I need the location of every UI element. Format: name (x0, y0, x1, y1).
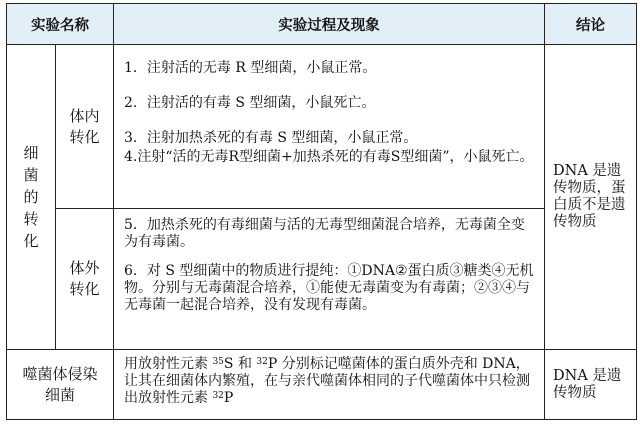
experiment-table (6, 3, 637, 420)
transformation-label-cell (7, 45, 56, 350)
in-vivo-step-3: 3．注射加热杀死的有毒 S 型细菌，小鼠正常。 (124, 130, 418, 146)
in-vivo-row (7, 45, 637, 209)
in-vitro-label: 体外转化 (69, 259, 100, 298)
phage-label: 噬菌体侵染细菌 (22, 364, 98, 404)
transformation-conclusion-cell (545, 45, 637, 350)
phage-conclusion-cell (545, 350, 637, 420)
header-experiment-name: 实验名称 (7, 4, 114, 45)
header-conclusion: 结论 (545, 4, 637, 45)
in-vivo-step-2: 2．注射活的有毒 S 型细菌，小鼠死亡。 (124, 95, 376, 111)
phage-label-cell (7, 350, 114, 420)
in-vivo-step-1: 1．注射活的无毒 R 型细菌，小鼠正常。 (124, 60, 377, 76)
in-vitro-row (7, 209, 637, 350)
in-vivo-label-cell (56, 45, 114, 209)
phage-process (114, 350, 545, 420)
header-row (7, 4, 637, 45)
in-vivo-label: 体内转化 (69, 106, 100, 146)
phage-conclusion: DNA 是遗传物质 (553, 367, 622, 401)
transformation-conclusion: DNA 是遗传物质，蛋白质不是遗传物质 (553, 163, 626, 230)
in-vitro-process (114, 209, 545, 350)
phage-row (7, 350, 637, 420)
in-vitro-label-cell (56, 209, 114, 350)
in-vitro-step-5: 5．加热杀死的有毒细菌与活的无毒型细菌混合培养，无毒菌全变为有毒菌。 (124, 217, 525, 250)
phage-process-text: 用放射性元素 $^{35}$S 和 $^{32}$P 分别标记噬菌体的蛋白质外壳和 DNA，让其在细菌体内繁殖，在与亲代噬菌体相同的子代噬菌体中只检测出放射性元素 $^{32}$P (124, 356, 530, 406)
header-process: 实验过程及现象 (114, 4, 545, 45)
in-vivo-process (114, 45, 545, 209)
in-vivo-step-4: 4.注射“活的无毒R型细菌+加热杀死的有毒S型细菌”，小鼠死亡。 (124, 149, 534, 165)
in-vitro-step-6: 6．对 S 型细菌中的物质进行提纯：①DNA②蛋白质③糖类④无机物。分别与无毒菌混合培养，①能使无毒菌变为有毒菌；②③④与无毒菌一起混合培养，没有发现有毒菌。 (124, 263, 534, 313)
transformation-label: 细菌的转化 (23, 144, 39, 250)
